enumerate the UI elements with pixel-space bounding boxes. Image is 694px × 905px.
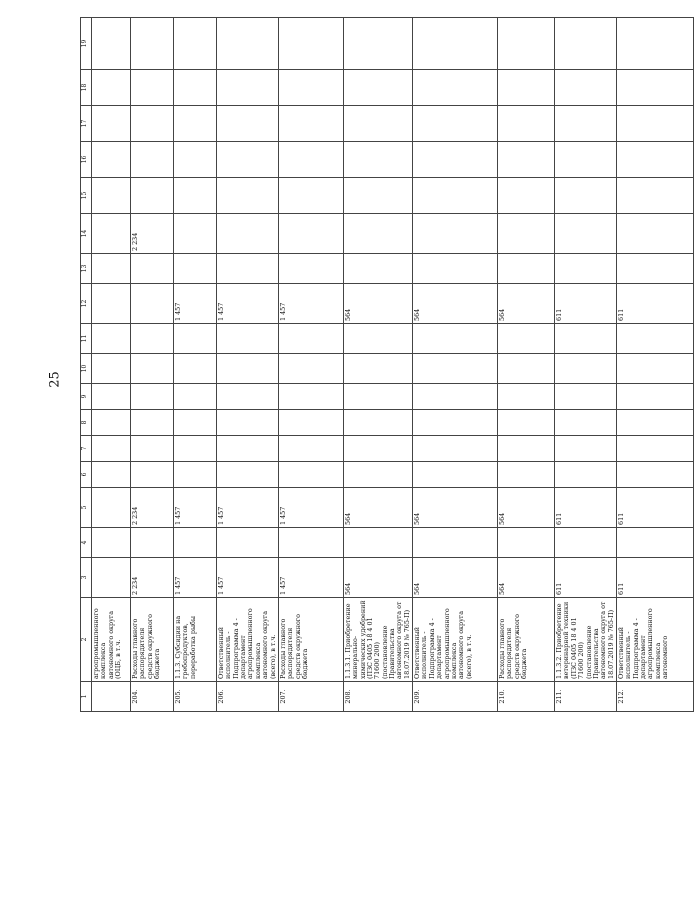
cell-col3: 1 457 <box>174 558 217 598</box>
col-header: 19 <box>81 18 92 70</box>
cell-col14 <box>498 214 555 254</box>
cell-col3: 1 457 <box>278 558 343 598</box>
row-description: Расходы главного распорядителя средств окружного бюджета <box>278 598 343 682</box>
table-row <box>278 18 343 712</box>
col-header: 3 <box>81 558 92 598</box>
table-row <box>131 18 174 712</box>
cell-col3: 611 <box>616 558 693 598</box>
cell-col14 <box>555 214 617 254</box>
column-header-row <box>81 18 92 712</box>
row-description: Ответственный исполнитель - Подпрограмма 4 - департамент агропромышленного комплекса автономного округа (всего), в т.ч. <box>217 598 279 682</box>
col-header: 1 <box>81 682 92 712</box>
table-row <box>413 18 498 712</box>
table-row <box>343 18 412 712</box>
col-header: 15 <box>81 178 92 214</box>
cell-col12: 1 457 <box>278 284 343 324</box>
col-header: 9 <box>81 384 92 410</box>
table-row <box>217 18 279 712</box>
cell-col5: 2 234 <box>131 488 174 528</box>
cell-col14 <box>616 214 693 254</box>
budget-table-wrapper <box>80 22 670 712</box>
col-header: 6 <box>81 462 92 488</box>
row-number <box>92 682 131 712</box>
row-description: Ответственный исполнитель - Подпрограмма 4 - департамент агропромышленного комплекса автономного округа (всего), в т.ч. <box>413 598 498 682</box>
col-header: 16 <box>81 142 92 178</box>
cell-col12: 564 <box>343 284 412 324</box>
cell-col5: 611 <box>616 488 693 528</box>
table-row <box>92 18 131 712</box>
page-number: 25 <box>47 371 63 388</box>
cell-col14 <box>174 214 217 254</box>
col-header: 4 <box>81 528 92 558</box>
row-description: 1.1.3. Субсидии на гребопродуктов, переработка рыбы <box>174 598 217 682</box>
row-description: агропромышленного комплекса автономного округа (ОЦБ, в т.ч. <box>92 598 131 682</box>
col-header: 14 <box>81 214 92 254</box>
cell-col14 <box>217 214 279 254</box>
col-header: 10 <box>81 354 92 384</box>
cell-col3: 1 457 <box>217 558 279 598</box>
cell-col3: 564 <box>343 558 412 598</box>
cell-col3: 2 234 <box>131 558 174 598</box>
row-description: Ответственный исполнитель - Подпрограмма 4 - департамент агропромышленного комплекса автономного <box>616 598 693 682</box>
row-description: Расходы главного распорядителя средств окружного бюджета <box>131 598 174 682</box>
col-header: 17 <box>81 106 92 142</box>
row-number: 207. <box>278 682 343 712</box>
row-number: 205. <box>174 682 217 712</box>
budget-table <box>80 17 694 712</box>
cell-col3: 564 <box>498 558 555 598</box>
table-row <box>174 18 217 712</box>
row-number: 212. <box>616 682 693 712</box>
table-row <box>616 18 693 712</box>
cell-col3: 611 <box>555 558 617 598</box>
cell-col5: 611 <box>555 488 617 528</box>
table-row <box>555 18 617 712</box>
cell-col5: 564 <box>343 488 412 528</box>
col-header: 13 <box>81 254 92 284</box>
cell-col14 <box>343 214 412 254</box>
row-description: 1.1.3.1. Приобретение минерально-химических удобрений (ПЗС 0405 18 4 01 71600 200) (постановление Правительства автономного округа от 18.07.2019 № 765-П) <box>343 598 412 682</box>
cell-col12: 564 <box>498 284 555 324</box>
row-number: 206. <box>217 682 279 712</box>
cell-col3: 564 <box>413 558 498 598</box>
cell-col12 <box>131 284 174 324</box>
row-description: 1.1.3.2. Приобретение ветеринарной техники (ПЗС 0405 18 4 01 71600 200) (постановление Правительства автономного округа от 18.07.2019 № 765-П) <box>555 598 617 682</box>
cell-col12: 564 <box>413 284 498 324</box>
table-row <box>498 18 555 712</box>
col-header: 12 <box>81 284 92 324</box>
row-number: 211. <box>555 682 617 712</box>
cell-col14 <box>278 214 343 254</box>
row-number: 210. <box>498 682 555 712</box>
cell-col12 <box>92 284 131 324</box>
cell-col5: 1 457 <box>174 488 217 528</box>
cell-col5: 1 457 <box>217 488 279 528</box>
col-header: 5 <box>81 488 92 528</box>
cell-col12: 1 457 <box>217 284 279 324</box>
cell-col12: 611 <box>555 284 617 324</box>
cell-col14: 2 234 <box>131 214 174 254</box>
row-number: 204. <box>131 682 174 712</box>
row-number: 208. <box>343 682 412 712</box>
cell-col14 <box>413 214 498 254</box>
cell-col12: 611 <box>616 284 693 324</box>
row-description: Расходы главного распорядителя средств окружного бюджета <box>498 598 555 682</box>
cell-col12: 1 457 <box>174 284 217 324</box>
col-header: 7 <box>81 436 92 462</box>
cell-col5: 564 <box>413 488 498 528</box>
col-header: 11 <box>81 324 92 354</box>
cell-col14 <box>92 214 131 254</box>
cell-col5: 1 457 <box>278 488 343 528</box>
cell-col5: 564 <box>498 488 555 528</box>
cell-col3 <box>92 558 131 598</box>
col-header: 18 <box>81 70 92 106</box>
col-header: 8 <box>81 410 92 436</box>
row-number: 209. <box>413 682 498 712</box>
col-header: 2 <box>81 598 92 682</box>
cell-col5 <box>92 488 131 528</box>
